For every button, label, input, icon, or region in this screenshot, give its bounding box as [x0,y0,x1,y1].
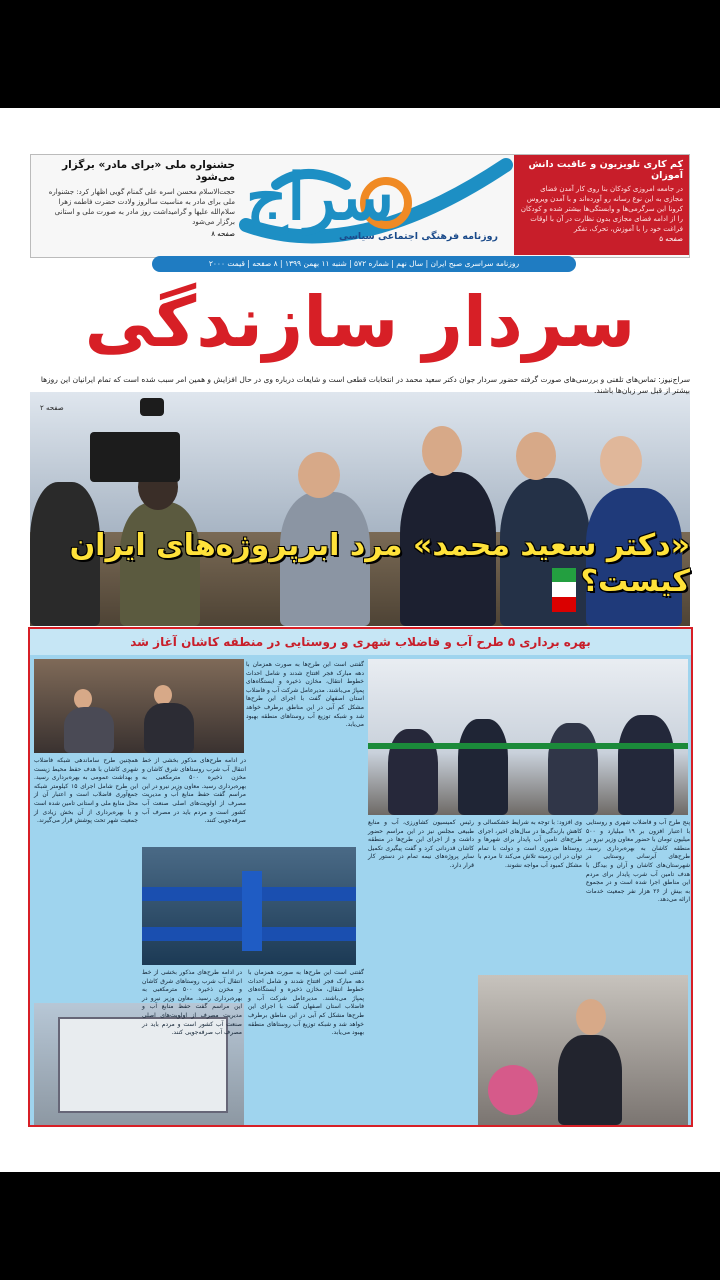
left-teaser-text: حجت‌الاسلام محسن اسره علی گمنام گویی اظهار کرد: جشنواره ملی برای مادر به مناسبت سالروز ولادت حضرت فاطمه زهرا سلام‌الله علیها و گرامیداشت روز مادر به صورت ملی و استانی برگزار می‌شود [48,188,235,226]
camera-icon [90,432,180,482]
status-bar-background [0,0,720,108]
article-column: گفتنی است این طرح‌ها به صورت همزمان با دهه مبارک فجر افتتاح شدند و شامل احداث خطوط انتقال، مخازن ذخیره و ایستگاه‌های پمپاژ می‌باشند. مدیرعامل شرکت آب و فاضلاب استان اصفهان گفت با اجرای این طرح‌ها مشکل کم آبی در این مناطق برطرف خواهد شد و شبکه توزیع آب روستاهای منطقه بهبود می‌یابد. [246,661,364,729]
photo-figure-head [516,432,556,480]
main-headline[interactable]: سردار سازندگی [84,281,636,363]
article-column: در ادامه طرح‌های مذکور بخشی از خط انتقال آب شرب روستاهای شرق کاشان و مخزن ذخیره ۵۰۰ مترمکعبی به بهره‌برداری رسید. معاون وزیر نیرو در این مراسم گفت حفظ منابع آب و مدیریت مصرف از اولویت‌های اصلی صنعت آب کشور است و مردم باید در مصرف آب صرفه‌جویی کنند. [142,757,246,825]
left-teaser-headline: جشنواره ملی «برای مادر» برگزار می‌شود [62,159,235,183]
article-column: پنج طرح آب و فاضلاب شهری و روستایی با اعتبار افزون بر ۱۹ میلیارد و ۵۰۰ میلیون تومان با حضور معاون وزیر نیرو در منطقه کاشان به بهره‌برداری رسید. طرح‌های آبرسانی روستایی در شهرستان‌های کاشان و آران و بیدگل با هدف تامین آب شرب پایدار برای مردم این مناطق اجرا شده است و در مجموع به بیش از ۲۶ هزار نفر جمعیت خدمات ارائه می‌دهد. [586,819,691,904]
masthead-left-teaser[interactable] [35,159,235,251]
navigation-bar-background [0,1172,720,1280]
logo-wordmark: سراج [246,160,395,235]
lede-text: سراج‌نیوز: تماس‌های تلفنی و بررسی‌های صورت گرفته حضور سردار جوان دکتر سعید محمد در انتخابات قطعی است و شایعات درباره وی در حال افزایش و همین امر سبب شده است که تمام ایرانیان این روزها بیشتر از قبل سر زبان‌ها باشند. [40,375,690,395]
masthead [30,154,690,258]
main-photo[interactable] [30,392,690,626]
article-column: گفتنی است این طرح‌ها به صورت همزمان با دهه مبارک فجر افتتاح شدند و شامل احداث خطوط انتقال، مخازن ذخیره و ایستگاه‌های پمپاژ می‌باشند. مدیرعامل شرکت آب و فاضلاب استان اصفهان گفت با اجرای این طرح‌ها مشکل کم آبی در این مناطق برطرف خواهد شد و شبکه توزیع آب روستاهای منطقه بهبود می‌یابد. [248,969,364,1037]
photo-figure-head [600,436,642,486]
article-title[interactable]: بهره برداری ۵ طرح آب و فاضلاب شهری و روستایی در منطقه کاشان آغاز شد [30,629,691,655]
right-teaser-page: صفحه ۵ [659,235,683,243]
logo-subtitle: روزنامه فرهنگی اجتماعی سیاسی [338,231,498,242]
article-column: در ادامه طرح‌های مذکور بخشی از خط انتقال آب شرب روستاهای شرق کاشان و مخزن ذخیره ۵۰۰ مترمکعبی به بهره‌برداری رسید. معاون وزیر نیرو در این مراسم گفت حفظ منابع آب و مدیریت مصرف از اولویت‌های اصلی صنعت آب کشور است و مردم باید در مصرف آب صرفه‌جویی کنند. [142,969,242,1037]
right-teaser-headline: کم کاری تلویزیون و عاقبت دانش آموزان [528,159,683,181]
photo-figure-head [422,426,462,476]
right-teaser-text: در جامعه امروزی کودکان بنا روی کار آمدن فضای مجازی به این نوع رسانه رو آورده‌اند و با آمدن ویروس کرونا این سرگرمی‌ها و وابستگی‌ها بیشتر شده و کودکان را از ادامه فضای مجازی بدون نظارت در آن با اوقات فراغت خود را با آموزش، تحرک، تفکر [520,185,683,233]
newspaper-logo [236,155,516,259]
article-photo-pipes [142,847,356,965]
article-column: رئیس کمیسیون کشاورزی، آب و منابع طبیعی مجلس نیز در این مراسم حضور داشت و از اجرای این طرح‌ها در منطقه کاشان قدردانی کرد و گفت پیگیری تکمیل سایر پروژه‌های نیمه تمام در دستور کار قرار دارد. [368,819,474,869]
camera-viewfinder-icon [140,398,164,416]
kashan-water-article [28,627,693,1127]
article-photo-meeting [34,659,244,753]
article-column: وی افزود: با توجه به شرایط خشکسالی و کاهش بارندگی‌ها در سال‌های اخیر، اجرای طرح‌های تامین آب پایدار برای شهرها و روستاها ضروری است و دولت با تمام توان در این زمینه تلاش می‌کند تا مردم با مشکل کمبود آب مواجه نشوند. [478,819,582,869]
left-teaser-page: صفحه ۸ [211,230,235,238]
page-reference: صفحه ۲ [40,404,64,412]
masthead-right-teaser[interactable] [514,155,689,255]
photo-caption-headline[interactable]: «دکتر سعید محمد» مرد ابرپروژه‌های ایران کیست؟ [69,528,690,599]
issue-info-bar: روزنامه سراسری صبح ایران | سال نهم | شماره ۵۷۲ | شنبه ۱۱ بهمن ۱۳۹۹ | ۸ صفحه | قیمت ۲۰۰۰ [152,256,576,272]
newspaper-page [0,108,720,1172]
article-photo-ribbon-cutting [368,659,688,815]
article-photo-officials [478,975,688,1125]
photo-figure-head [298,452,340,498]
article-column: همچنین طرح ساماندهی شبکه فاضلاب شهری کاشان با هدف حفظ محیط زیست و بهداشت عمومی به بهره‌برداری رسید. این طرح شامل اجرای ۱۵ کیلومتر شبکه جمع‌آوری فاضلاب است و اعتبار آن از محل منابع ملی و استانی تامین شده است و با بهره‌برداری از آن بخش زیادی از جمعیت شهر تحت پوشش قرار می‌گیرند. [34,757,138,825]
